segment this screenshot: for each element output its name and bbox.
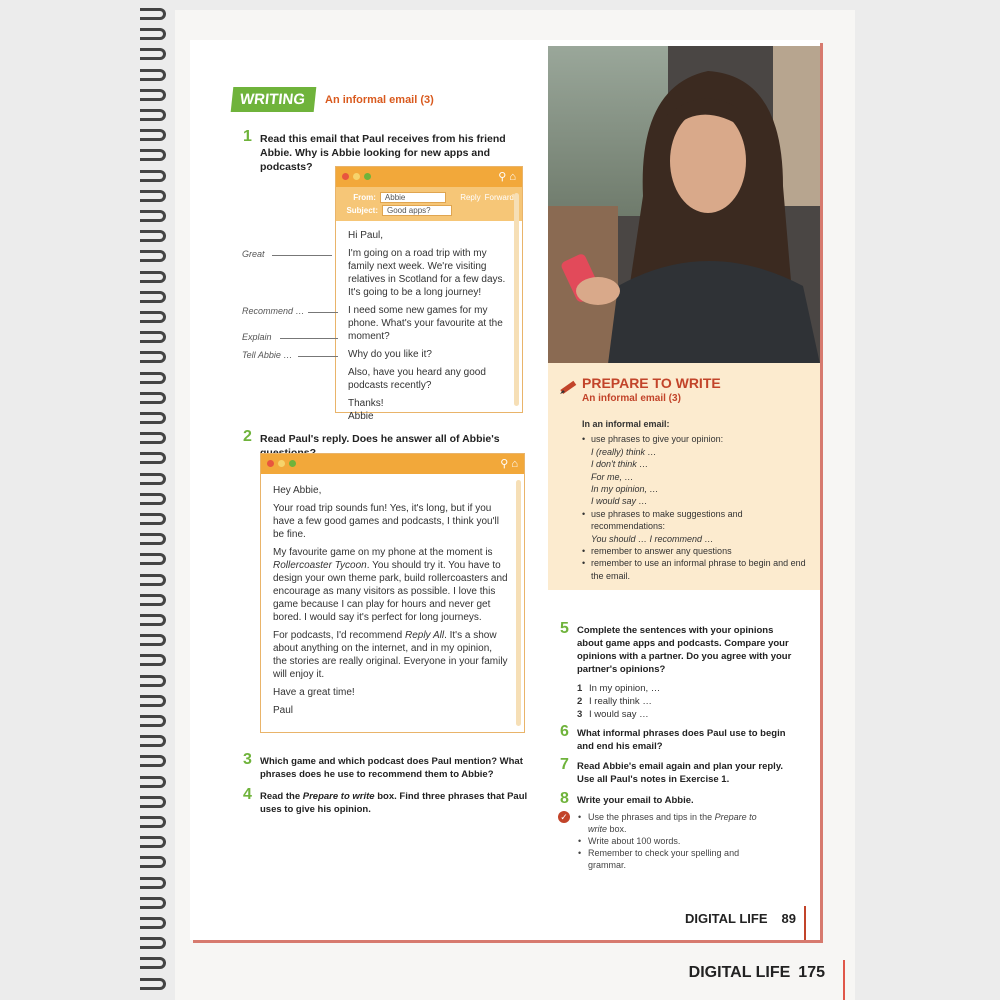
spiral-ring [140,331,166,343]
spiral-ring [140,69,166,81]
email-paragraph: Also, have you heard any good podcasts recently? [348,367,486,391]
item-text: I really think … [589,696,652,707]
spiral-ring [140,654,166,666]
prepare-bullet: • remember to use an informal phrase to begin and end the email. [582,557,812,582]
spiral-ring [140,170,166,182]
prepare-bullet: • remember to answer any questions [582,545,812,557]
email-body [261,474,524,728]
text-run: Read the [260,791,303,802]
back-section-label: DIGITAL LIFE [688,964,791,981]
from-field: Abbie [380,192,446,203]
spiral-ring [140,856,166,868]
spiral-ring [140,917,166,929]
spiral-ring [140,230,166,242]
podcast-title: Reply All [404,630,445,641]
exercise-number: 1 [243,128,252,145]
email-paragraph: I'm going on a road trip with my family next week. We're visiting relatives in Scotland for a few days. It's going to be a long journey! [348,248,506,298]
item-text: In my opinion, … [589,683,661,694]
prepare-example: I would say … [591,496,648,507]
email-closing: Have a great time! [273,687,355,698]
list-item [577,682,660,695]
exercise-5-items [577,682,660,721]
spiral-ring [140,675,166,687]
spiral-ring [140,250,166,262]
spiral-ring [140,877,166,889]
spiral-ring [140,210,166,222]
spiral-ring [140,553,166,565]
checklist-icon: ✓ [558,811,570,823]
prepare-example: For me, … [591,471,634,482]
prepare-example: In my opinion, … [591,484,659,495]
prepare-bullet: • use phrases to make suggestions and recommendations: [582,508,812,533]
spiral-ring [140,372,166,384]
email-signature: Abbie [348,411,374,422]
text-run: For podcasts, I'd recommend [273,630,405,641]
exercise-8 [560,790,797,807]
home-icon[interactable]: ⌂ [511,458,518,470]
minimize-dot-icon[interactable] [278,460,285,467]
exercise-number: 2 [243,428,252,445]
exercise-text: Read Paul's reply. Does he answer all of Abbie's [260,433,500,445]
note-connector [280,338,338,339]
window-titlebar [261,454,524,474]
exercise-6 [560,723,797,753]
scrollbar[interactable] [516,480,521,726]
item-number: 2 [577,696,583,707]
close-dot-icon[interactable] [267,460,274,467]
photo-girl-with-phone [548,46,820,364]
spiral-ring [140,594,166,606]
list-item [577,708,660,721]
writing-tag: WRITING [231,87,317,112]
email-header [336,187,522,221]
spiral-ring [140,776,166,788]
email-paragraph: I need some new games for my phone. What's your favourite at the moment? [348,305,503,342]
email-paragraph: Why do you like it? [348,349,432,360]
email-paragraph [273,546,508,624]
exercise-number: 8 [560,790,569,807]
spiral-ring [140,897,166,909]
spiral-ring [140,8,166,20]
box-reference: Prepare to write [588,812,757,834]
exercise-3 [243,751,540,781]
note-recommend: Recommend … [242,306,305,316]
box-reference: Prepare to write [302,791,375,802]
spiral-ring [140,190,166,202]
spiral-ring [140,574,166,586]
back-page-rule [843,960,845,1000]
section-subtitle: An informal email (3) [325,93,434,106]
email-window-abbie [335,166,523,422]
back-page-footer [689,964,825,982]
exercise-7 [560,756,797,786]
prepare-example: You should … I recommend … [591,533,714,544]
spiral-ring [140,978,166,990]
spiral-ring [140,149,166,161]
exercise-number: 3 [243,751,252,768]
text-run: My favourite game on my phone at the moment is [273,547,493,558]
email-paragraph [273,629,508,681]
exercise-text: Read this email that Paul receives from his friend Abbie. Why is Abbie looking for new apps and podcasts? [260,133,506,173]
spiral-ring [140,755,166,767]
spiral-ring [140,89,166,101]
tip-item [578,811,768,835]
from-label: From: [353,193,376,202]
prepare-subtitle: An informal email (3) [582,393,681,404]
exercise-text: Write your email to Abbie. [577,795,694,806]
footer-rule [804,906,806,940]
prepare-title: PREPARE TO WRITE [582,375,721,391]
spiral-ring [140,129,166,141]
spiral-ring [140,816,166,828]
email-paragraph: Your road trip sounds fun! Yes, it's long, but if you have a few good games and podcasts, I think you'll be fine. [273,503,499,540]
item-number: 3 [577,709,583,720]
text-run: Use the phrases and tips in the [588,812,715,822]
window-titlebar [336,167,522,187]
subject-label: Subject: [346,206,378,215]
list-item [577,695,660,708]
spiral-ring [140,432,166,444]
tip-item: • Remember to check your spelling and grammar. [578,847,768,871]
prepare-example: I (really) think … [591,446,657,457]
prepare-to-write-box [548,363,820,590]
text-run: . You should try it. You have to design your own theme park, build rollercoasters and encourage as many visitors as possible. I love this game because I can play for hours and never get bored. I would say it's perfect for long journeys. [273,560,508,623]
reply-button[interactable]: Reply [460,193,481,202]
exercise-text: Read Abbie's email again and plan your reply. Use all Paul's notes in Exercise 1. [577,761,784,785]
spiral-ring [140,796,166,808]
spiral-ring [140,351,166,363]
spiral-ring [140,513,166,525]
exercise-text: Which game and which podcast does Paul mention? What phrases does he use to recommend them to Abbie? [260,756,523,780]
scrollbar[interactable] [514,193,519,406]
spiral-ring [140,392,166,404]
spiral-ring [140,957,166,969]
note-connector [298,356,338,357]
page-number: 89 [781,911,796,926]
spiral-ring [140,291,166,303]
spiral-ring [140,473,166,485]
page-footer [685,911,796,926]
spiral-ring [140,614,166,626]
text-run: box. Find three phrases that Paul uses to give his opinion. [260,791,528,815]
spiral-ring [140,634,166,646]
exercise-8-tips [578,811,768,871]
maximize-dot-icon[interactable] [364,173,371,180]
exercise-number: 5 [560,620,569,637]
note-tell-abbie: Tell Abbie … [242,350,293,360]
minimize-dot-icon[interactable] [353,173,360,180]
spiral-ring [140,937,166,949]
spiral-ring [140,28,166,40]
forward-button[interactable]: Forward [484,193,514,202]
spiral-ring [140,836,166,848]
back-page-number: 175 [798,964,825,981]
spiral-ring [140,311,166,323]
spiral-binding [140,0,180,1000]
spiral-ring [140,493,166,505]
spiral-ring [140,271,166,283]
email-body [336,221,522,434]
exercise-text: What informal phrases does Paul use to begin and end his email? [577,728,786,752]
text-run: . It's a show about anything on the internet, and in my opinion, the stories are really original. Everyone in your family will enjoy it. [273,630,508,680]
exercise-5 [560,620,797,676]
email-closing: Thanks! [348,398,384,409]
text-run: box. [607,824,627,834]
spiral-ring [140,533,166,545]
email-greeting: Hi Paul, [348,230,384,241]
note-connector [272,255,332,256]
spiral-ring [140,715,166,727]
note-connector [308,312,338,313]
subject-field: Good apps? [382,205,452,216]
prepare-body [582,418,812,582]
exercise-number: 4 [243,786,252,803]
spiral-ring [140,452,166,464]
close-dot-icon[interactable] [342,173,349,180]
exercise-4 [243,786,540,816]
search-icon[interactable]: ⚲ [500,458,509,470]
item-number: 1 [577,683,583,694]
note-explain: Explain [242,332,272,342]
section-header [232,87,434,112]
email-signature: Paul [273,705,294,716]
game-title: Rollercoaster Tycoon [273,560,367,571]
email-greeting: Hey Abbie, [273,485,322,496]
pencil-icon [558,377,578,397]
tip-item: • Write about 100 words. [578,835,768,847]
textbook-page [190,40,820,940]
spiral-ring [140,735,166,747]
maximize-dot-icon[interactable] [289,460,296,467]
item-text: I would say … [589,709,649,720]
prepare-lead: In an informal email: [582,419,670,429]
exercise-number: 6 [560,723,569,740]
home-icon[interactable]: ⌂ [509,171,516,183]
note-great: Great [242,249,265,259]
spiral-ring [140,109,166,121]
search-icon[interactable]: ⚲ [498,171,507,183]
prepare-example: I don't think … [591,459,649,470]
section-label: DIGITAL LIFE [684,911,768,926]
email-window-paul [260,453,525,733]
spiral-ring [140,412,166,424]
spiral-ring [140,695,166,707]
exercise-number: 7 [560,756,569,773]
prepare-bullet: • use phrases to give your opinion: [582,433,812,445]
exercise-text: Complete the sentences with your opinions about game apps and podcasts. Compare your opinions with a partner. Do you agree with your partner's opinions? [577,625,792,675]
spiral-ring [140,48,166,60]
